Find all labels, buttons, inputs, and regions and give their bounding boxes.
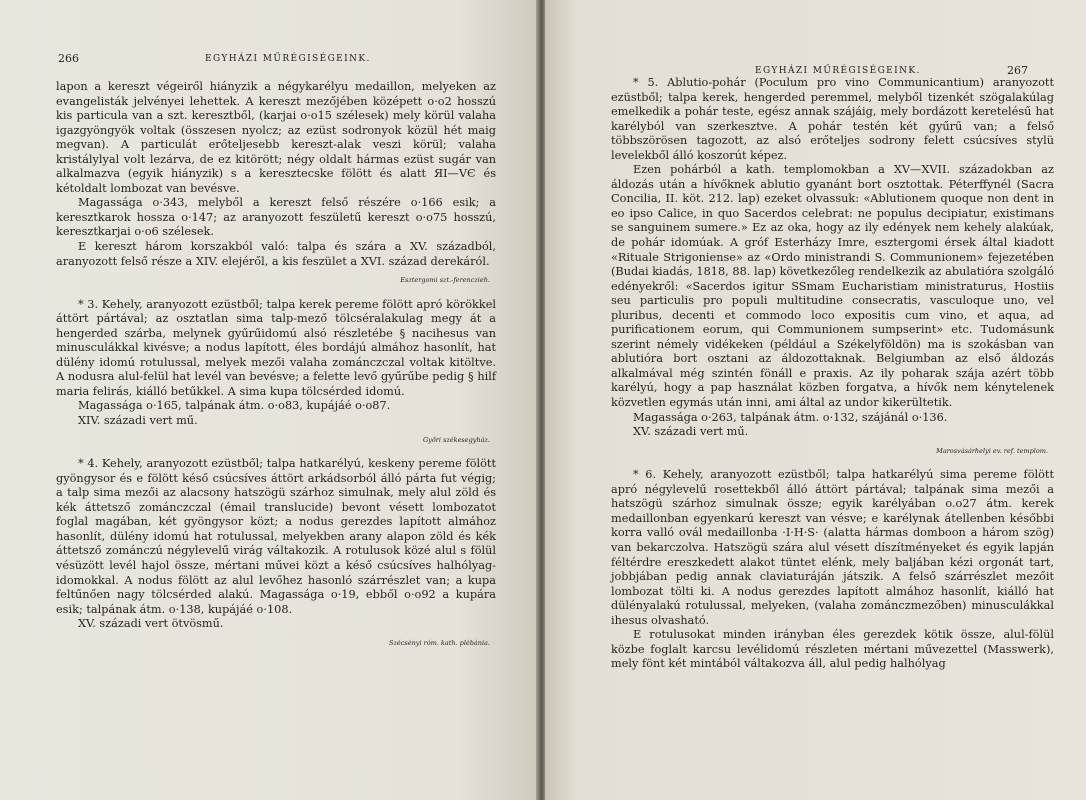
paragraph: XIV. századi vert mű. xyxy=(78,414,198,428)
item-paragraph: * 4. Kehely, aranyozott ezüstből; talpa hatkarélyú, keskeny pereme fölött gyöngysor és e fölött késő csúcsíves áttört arkádsorból álló párta fut végig; a talp sima mezői az alacsony hatszögü szárhoz simulnak, mely alul zöld és kék áttetsző zománczczal (émail translucide) bevont vésett lombozatot foglal magában, két gyöngysor közt; a nodus gerezdes lapított almához hasonlít, dülény idomú hat rotulussal, melyekben arany alapon zöld és kék áttetsző zománczú négylevelű virág váltakozik. A rotulusok közé alul s fölül vésüzött levél hajol össze, mértani művei közt a késő csúcsíves halhólyag-idomokkal. A nodus fölött az alul levőhez hasonló szárrészlet van; a kupa feltűnően nagy tölcsérded alakú. Magassága o·19, ebből o·o92 a kupára esik; talpának átm. o·138, kupájáé o·108. xyxy=(56,457,496,616)
paragraph: Magassága o·165, talpának átm. o·o83, kupájáé o·o87. xyxy=(78,399,391,413)
left-body-text xyxy=(56,80,496,660)
source-note: Marosvásárhelyi ev. ref. templom. xyxy=(936,446,1048,455)
paragraph: XV. századi vert mű. xyxy=(633,425,749,439)
right-page xyxy=(545,0,1086,800)
paragraph: E kereszt három korszakból való: talpa és szára a XV. századból, aranyozott felső része a XIV. elejéről, a kis feszület a XVI. század derekáról. xyxy=(56,240,496,268)
paragraph: Magassága o·343, melyből a kereszt felső részére o·166 esik; a keresztkarok hossza o·147; az aranyozott feszületű kereszt o·o75 hosszú, keresztkarjai o·o6 szélesek. xyxy=(56,196,496,239)
right-body-text xyxy=(611,76,1054,672)
item-paragraph: * 6. Kehely, aranyozott ezüstből; talpa hatkarélyú sima pereme fölött apró négylevelű rosettekből álló áttört pártával; talpának sima mezői a hatszögü szárhoz simulnak össze; egyik karélyában o.o27 átm. kerek medaillonban egyenkarú kereszt van vésve; e karélynak átellenben későbbi korra valló ovál medaillonba ·I·H·S· (alatta hármas domboon a három szög) van bekarczolva. Hatszögü szára alul vésett díszítményeket és egyik lapján féltérdre ereszkedett alakot tüntet elénk, mely baljában kézi orgonát tart, jobbjában pedig annak claviaturáján játszik. A felső szárrészlet mezőit lombozat tölti ki. A nodus gerezdes lapított almához hasonlít, kiálló hat dülényalakú rotulussal, melyeken, (valaha zománczmezőben) minusculákkal ihesus olvasható. xyxy=(611,468,1054,627)
paragraph: XV. századi vert ötvösmű. xyxy=(78,617,224,631)
page-number: 266 xyxy=(58,52,79,65)
source-note: Győri székesegyház. xyxy=(423,435,490,444)
source-note: Szécsényi róm. kath. plébánia. xyxy=(389,638,490,647)
item-paragraph: * 5. Ablutio-pohár (Poculum pro vino Communicantium) aranyozott ezüstből; talpa kerek, hengerded peremmel, melyből tizenkét szögalakúlag emelkedik a pohár teste, egész annak szájáig, mely bordázott keretelésű hat karélyból van szerkesztve. A pohár testén két gyűrű van; a felső többszörösen tagozott, az alsó erőteljes sodrony felett csúcsíves stylü levelekből álló koszorút képez. xyxy=(611,76,1054,162)
paragraph: lapon a kereszt végeiről hiányzik a négykarélyu medaillon, melyeken az evangelisták jelvényei lehettek. A kereszt mezőjében középett o·o2 hosszú kis particula van a szt. keresztből, (karjai o·o15 szélesek) mely körül valaha igazgyöngyök voltak (összesen nyolcz; az ezüst sodronyok közül hét maig megvan). A particulát erőteljesebb kereszt-alak veszi körül; valaha kristálylyal volt lezárva, de ez kitörött; négy oldalt hármas ezüst sugár van alkalmazva (egyik hiányzik) s a keresztecske fölött és alatt ЯI—VЄ és kétoldalt lombozat van bevésve. xyxy=(56,80,496,195)
running-head: EGYHÁZI MŰRÉGISÉGEINK. xyxy=(205,54,371,64)
page-number: 267 xyxy=(1007,64,1028,77)
paragraph: Magassága o·263, talpának átm. o·132, szájánál o·136. xyxy=(633,410,948,424)
source-note: Esztergomi szt.-ferenczieh. xyxy=(400,276,490,285)
item-paragraph: * 3. Kehely, aranyozott ezüstből; talpa kerek pereme fölött apró körökkel áttört pártával; az osztatlan sima talp-mező tölcséralakulag megy át a hengerded szárba, melynek gyűrűidomú alsó részletébe § nacihesus van minusculákkal kivésve; a nodus lapított, éles bordájú almához hasonlít, hat dülény idomú rotulussal, melyek mezői valaha zománczczal voltak kitöltve. A nodusra alul-felül hat levél van bevésve; a felette levő gyűrűbe pedig § hilf maria felirás, kiálló betűkkel. A sima kupa tölcsérded idomú. xyxy=(56,297,496,398)
paragraph: E rotulusokat minden irányban éles gerezdek kötik össze, alul-fölül közbe foglalt karcsu levélidomú részleten mértani művezettel (Masswerk), mely fönt két mintából váltakozva áll, alul pedig halhólyag xyxy=(611,628,1054,671)
paragraph: Ezen pohárból a kath. templomokban a XV—XVII. századokban az áldozás után a hívőknek ablutio gyanánt bort osztottak. Péterffynél (Sacra Concilia, II. köt. 212. lap) ezeket olvassuk: «Ablutionem quoque non dent in eo ipso Calice, in quo Sacerdos celebrat: ne populus decipiatur, existimans se sanguinem sumere.» Ez az oka, hogy az ily edények nem kehely alakúak, de pohár idomúak. A gróf Esterházy Imre, esztergomi érsek által kiadott «Rituale Strigoniense» az «Ordo ministrandi S. Communionem» fejezetében (Budai kiadás, 1818, 88. lap) következőleg rendelkezik az abulatióra szolgáló edényekről: «Sacerdos igitur SSmam Eucharistiam ministraturus, Hostiis seu particulis pro populi multitudine consecratis, vasculoque uno, vel pluribus, decenti et commodo loco expositis cum vino, et aqua, ad purificationem eorum, qui Communionem sumpserint» etc. Tudomásunk szerint némely vidékeken (például a Székelyföldön) ma is szokásban van ablutióra bort osztani az áldozottaknak. Belgiumban az első áldozás alkalmával még szintén fönáll e praxis. Az ily poharak szája azért több karélyú, hogy a pap használat közben forgatva, a hívők nem kénytelenek közvetlen egymás után inni, ami által az undor kikerültetik. xyxy=(611,163,1054,410)
left-page xyxy=(0,0,538,800)
running-head: EGYHÁZI MŰRÉGISÉGEINK. xyxy=(755,66,921,76)
